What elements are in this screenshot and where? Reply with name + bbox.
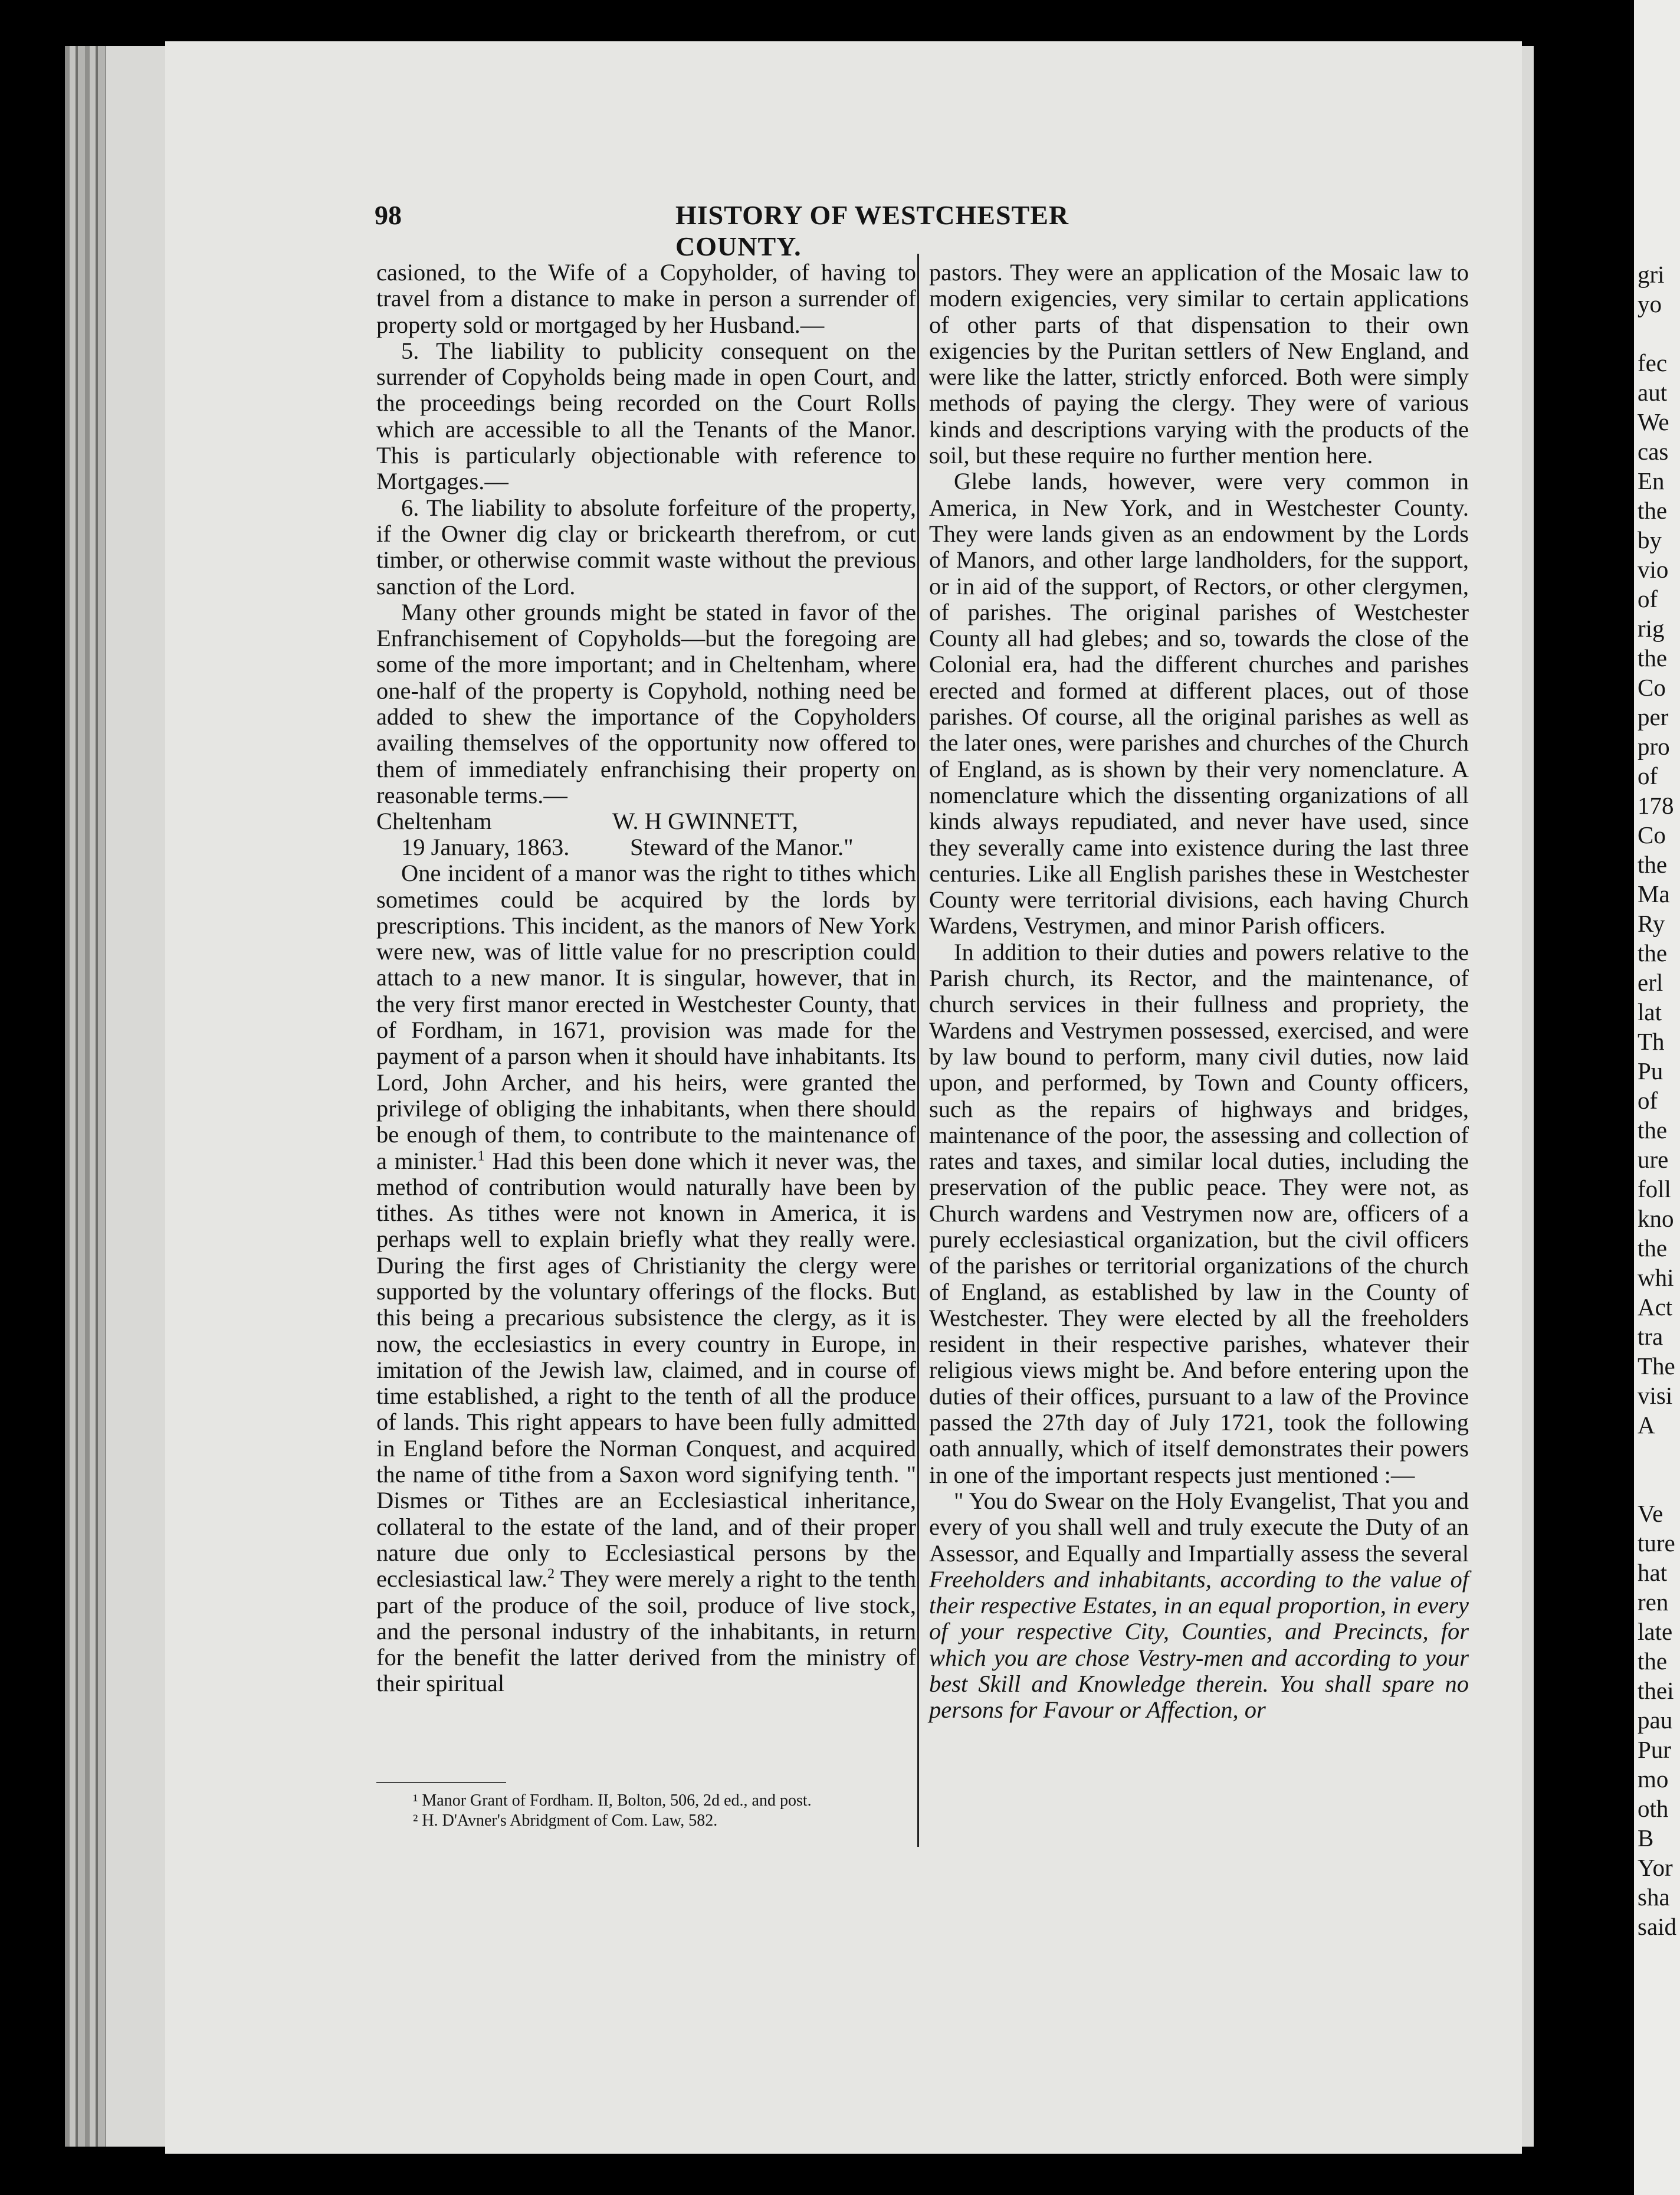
page-header: [375, 199, 1162, 261]
next-page-line: visi: [1638, 1382, 1673, 1409]
right-column: [929, 260, 1469, 1724]
next-page-line: kno: [1638, 1205, 1674, 1232]
next-page-line: rig: [1638, 615, 1665, 642]
next-page-line: per: [1638, 703, 1669, 730]
column-divider: [917, 254, 919, 1847]
next-page-line: A: [1638, 1411, 1655, 1439]
signature-line-1: [376, 808, 916, 834]
next-page-line: [1638, 1440, 1680, 1469]
next-page-line: fec: [1638, 349, 1668, 376]
footnotes: [413, 1791, 932, 1831]
next-page-line: the: [1638, 644, 1668, 671]
next-page-line: cas: [1638, 438, 1669, 465]
next-page-line: Ma: [1638, 880, 1670, 908]
next-page-line: said: [1638, 1913, 1677, 1940]
next-page-line: tra: [1638, 1323, 1663, 1350]
next-page-line: Co: [1638, 674, 1666, 701]
next-page-line: by: [1638, 526, 1662, 553]
text-run: One incident of a manor was the right to tithes which sometimes could be acquired by the lords by prescriptions. This incident, as the manors of New York were new, was of little value for no prescription could attach to a new manor. It is singular, however, that in the very first manor erected in Westchester County, that of Fordham, in 1671, provision was made for the payment of a parson when it should have inhabitants. Its Lord, John Archer, and his heirs, were granted the privilege of obliging the inhabitants, when there should be enough of them, to contribute to the maintenance of a minister.: [376, 860, 916, 1174]
next-page-line: Yor: [1638, 1854, 1673, 1881]
next-page-line: [1638, 319, 1680, 348]
text-run: Had this been done which it never was, the method of contribution would naturally have been by tithes. As tithes were not known in America, it is perhaps well to explain briefly what they really were. During the first ages of Christianity the clergy were supported by the voluntary offerings of the flocks. But this being a precarious subsistence the clergy, as it is now, the ecclesiastics in every country in Europe, in imitation of the Jewish law, claimed, and in course of time established, a right to the tenth of all the produce of lands. This right appears to have been fully admitted in England before the Norman Conquest, and acquired the name of tithe from a Saxon word signifying tenth. " Dismes or Tithes are an Ecclesiastical inheritance, collateral to the estate of the land, and of their proper nature due only to Ecclesiastical persons by the ecclesiastical law.: [376, 1147, 916, 1593]
next-page-line: the: [1638, 851, 1668, 878]
paragraph: [376, 860, 916, 1697]
next-page-line: Ve: [1638, 1500, 1663, 1527]
italic-text-run: Freeholders and inhabitants, according to the value of their respective Estates, in an equal proportion, in every of your respective City, Counties, and Precincts, for which you are chose Vestry-men and according to your best Skill and Knowledge therein. You shall spare no persons for Favour or Affection, or: [929, 1565, 1469, 1724]
text-run: They were merely a right to the tenth part of the produce of the soil, produce of live stock, and the personal industry of the inhabitants, in return for the benefit the latter derived from the ministry of their spiritual: [376, 1565, 916, 1697]
paragraph: In addition to their duties and powers relative to the Parish church, its Rector, and the maintenance, of church services in their fullness and propriety, the Wardens and Vestrymen possessed, exercised, and were by law bound to perform, many civil duties, now laid upon, and performed, by Town and County officers, such as the repairs of highways and bridges, maintenance of the poor, the assessing and collection of rates and taxes, and similar local duties, including the preservation of the public peace. They were not, as Church wardens and Vestrymen now are, officers of a purely ecclesiastical organization, but the civil officers of the parishes or territorial organizations of the church of England, as established by law in the County of Westchester. They were elected by all the freeholders resident in their respective parishes, whatever their religious views might be. And before entering upon the duties of their offices, pursuant to a law of the Province passed the 27th day of July 1721, took the following oath annually, which of itself demonstrates their powers in one of the important respects just mentioned :—: [929, 938, 1469, 1488]
next-page-line: Ry: [1638, 910, 1665, 937]
next-page-line: lat: [1638, 998, 1662, 1026]
next-page-line: [1638, 1469, 1680, 1499]
next-page-line: Th: [1638, 1028, 1665, 1055]
next-page-line: We: [1638, 408, 1669, 435]
footnote-ref: 2: [547, 1565, 555, 1582]
next-page-line: sha: [1638, 1883, 1670, 1911]
footnote-ref: 1: [477, 1148, 485, 1164]
paragraph: Glebe lands, however, were very common in America, in New York, and in Westchester County. They were lands given as an endowment by the Lords of Manors, and other large landholders, for the support, or in aid of the support, of Rectors, or other clergymen, of parishes. The original parishes of Westchester County all had glebes; and so, towards the close of the Colonial era, had the different churches and parishes erected and formed at different places, out of those parishes. Of course, all the original parishes as well as the later ones, were parishes and churches of the Church of England, as is shown by their very nomenclature. A nomenclature which the dissenting organizations of all kinds always repudiated, and never have used, since they severally came into existence during the last three centuries. Like all English parishes these in Westchester County were territorial divisions, each having Church Wardens, Vestrymen, and minor Parish officers.: [929, 468, 1469, 939]
next-page-line: B: [1638, 1824, 1654, 1852]
next-page-line: The: [1638, 1352, 1675, 1380]
signature-name: W. H GWINNETT,: [612, 808, 798, 835]
paragraph: 5. The liability to publicity consequent on the surrender of Copyholds being made in open Court, and the proceedings being recorded on the Court Rolls which are accessible to all the Tenants of the Manor. This is particularly objectionable with reference to Mortgages.—: [376, 337, 916, 495]
next-page-line: pau: [1638, 1706, 1673, 1734]
paragraph: Many other grounds might be stated in favor of the Enfranchisement of Copyholds—but the foregoing are some of the more important; and in Cheltenham, where one-half of the property is Copyhold, nothing need be added to shew the importance of the Copyholders availing themselves of the opportunity now offered to them of immediately enfranchising their property on reasonable terms.—: [376, 598, 916, 808]
next-page-line: oth: [1638, 1795, 1669, 1822]
paragraph: casioned, to the Wife of a Copyholder, of having to travel from a distance to make in person a surrender of property sold or mortgaged by her Husband.—: [376, 259, 916, 338]
next-page-fragments: [1638, 260, 1680, 1941]
next-page-line: Pur: [1638, 1736, 1671, 1763]
next-page-line: aut: [1638, 379, 1668, 406]
next-page-line: whi: [1638, 1264, 1674, 1291]
next-page-line: yo: [1638, 290, 1662, 317]
next-page-line: mo: [1638, 1765, 1669, 1793]
next-page-line: late: [1638, 1618, 1673, 1645]
next-page-line: En: [1638, 467, 1665, 494]
next-page-line: the: [1638, 497, 1668, 524]
next-page-line: erl: [1638, 969, 1663, 996]
footnote: ² H. D'Avner's Abridgment of Com. Law, 582.: [413, 1811, 718, 1830]
next-page-line: the: [1638, 939, 1668, 967]
next-page-line: pro: [1638, 733, 1670, 760]
oath-quote: [929, 1488, 1469, 1724]
next-page-line: gri: [1638, 261, 1665, 288]
text-run: " You do Swear on the Holy Evangelist, That you and every of you shall well and truly execute the Duty of an Assessor, and Equally and Impartially assess the several: [929, 1487, 1469, 1567]
paragraph: pastors. They were an application of the Mosaic law to modern exigencies, very similar to certain applications of other parts of that dispensation to their own exigencies by the Puritan settlers of New England, and were like the latter, strictly enforced. Both were simply methods of paying the clergy. They were of various kinds and descriptions varying with the products of the soil, but these require no further mention here.: [929, 259, 1469, 469]
next-page-line: of: [1638, 762, 1658, 789]
next-page-line: hat: [1638, 1559, 1668, 1586]
next-page-line: vio: [1638, 556, 1669, 583]
next-page-line: Co: [1638, 821, 1666, 848]
next-page-line: the: [1638, 1116, 1668, 1144]
footnote: ¹ Manor Grant of Fordham. II, Bolton, 506, 2d ed., and post.: [413, 1791, 812, 1810]
next-page-line: Pu: [1638, 1057, 1663, 1085]
signature-title: Steward of the Manor.": [630, 834, 854, 861]
next-page-line: of: [1638, 585, 1658, 612]
next-page-line: foll: [1638, 1175, 1671, 1203]
signature-date: 19 January, 1863.: [401, 834, 570, 861]
next-page-line: Act: [1638, 1293, 1673, 1321]
footnote-rule: [376, 1782, 506, 1783]
running-title: HISTORY OF WESTCHESTER COUNTY.: [675, 200, 1069, 261]
next-page-line: ren: [1638, 1588, 1669, 1616]
next-page-line: ure: [1638, 1146, 1669, 1173]
next-page-line: thei: [1638, 1677, 1674, 1704]
next-page-line: 178: [1638, 792, 1674, 819]
paragraph: 6. The liability to absolute forfeiture of the property, if the Owner dig clay or brickearth therefrom, or cut timber, or otherwise commit waste without the previous sanction of the Lord.: [376, 494, 916, 599]
next-page-line: ture: [1638, 1529, 1675, 1557]
next-page-line: of: [1638, 1087, 1658, 1114]
next-page-line: the: [1638, 1234, 1668, 1262]
signature-place: Cheltenham: [376, 808, 492, 835]
next-page-line: the: [1638, 1647, 1668, 1675]
signature-line-2: [376, 834, 916, 860]
left-column: [376, 260, 916, 1697]
page-number: 98: [375, 200, 402, 230]
